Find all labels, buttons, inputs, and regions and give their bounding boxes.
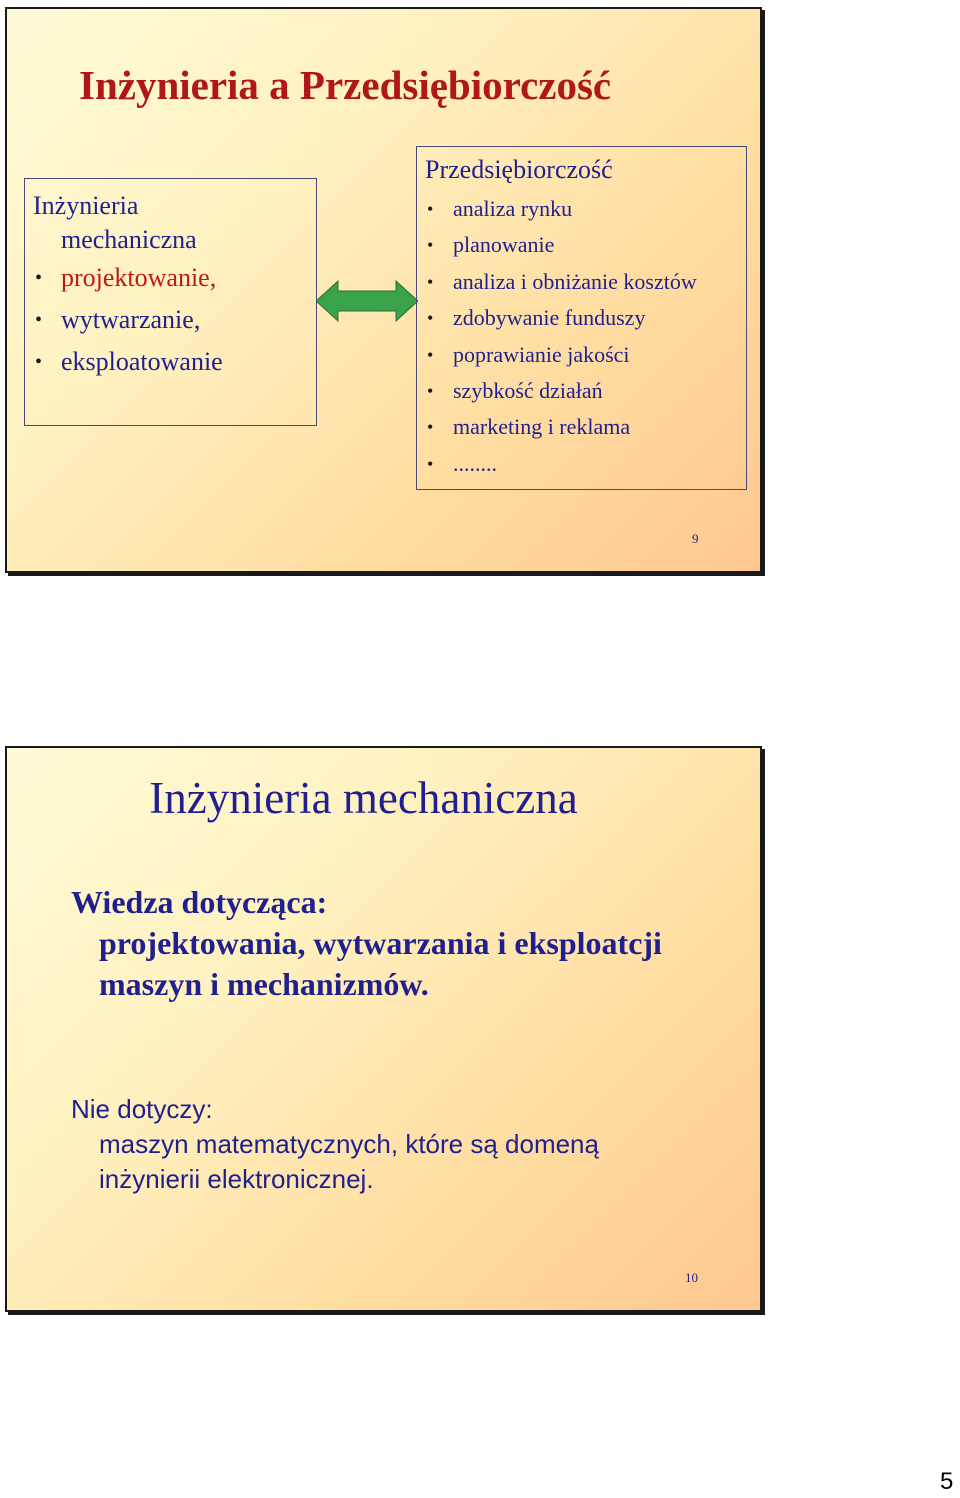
list-item: • zdobywanie funduszy <box>425 300 746 336</box>
knowledge-block <box>71 882 662 1005</box>
not-concerning-line: maszyn matematycznych, które są domeną <box>99 1129 599 1159</box>
list-item: • analiza rynku <box>425 191 746 227</box>
engineering-heading-line2: mechaniczna <box>61 225 197 254</box>
list-item: • poprawianie jakości <box>425 337 746 373</box>
list-item: • planowanie <box>425 227 746 263</box>
list-item: • ........ <box>425 446 746 482</box>
slide-page-number: 9 <box>692 531 699 546</box>
entrepreneurship-box <box>416 146 747 490</box>
entrepreneurship-list <box>425 191 746 482</box>
knowledge-label: Wiedza dotycząca: <box>71 884 328 920</box>
knowledge-line: projektowania, wytwarzania i eksploatcji <box>99 925 662 961</box>
entrepreneurship-heading: Przedsiębiorczość <box>425 155 613 184</box>
slide-title: Inżynieria a Przedsiębiorczość <box>79 62 612 108</box>
not-concerning-line: inżynierii elektronicznej. <box>99 1164 374 1194</box>
list-item: • wytwarzanie, <box>33 299 316 341</box>
engineering-box <box>24 178 317 426</box>
slide-10 <box>5 746 762 1312</box>
engineering-heading-line1: Inżynieria <box>33 191 139 220</box>
engineering-list <box>33 257 316 383</box>
list-item: • marketing i reklama <box>425 409 746 445</box>
slide-page-number: 10 <box>685 1270 698 1285</box>
list-item: • analiza i obniżanie kosztów <box>425 264 746 300</box>
slide-9 <box>5 7 762 573</box>
knowledge-line: maszyn i mechanizmów. <box>99 966 429 1002</box>
not-concerning-label: Nie dotyczy: <box>71 1094 213 1124</box>
list-item: • projektowanie, <box>33 257 316 299</box>
double-arrow-icon <box>316 279 418 323</box>
not-concerning-block <box>71 1092 599 1197</box>
document-page-number: 5 <box>940 1468 954 1495</box>
list-item: • szybkość działań <box>425 373 746 409</box>
slide-title: Inżynieria mechaniczna <box>149 773 578 823</box>
list-item: • eksploatowanie <box>33 341 316 383</box>
